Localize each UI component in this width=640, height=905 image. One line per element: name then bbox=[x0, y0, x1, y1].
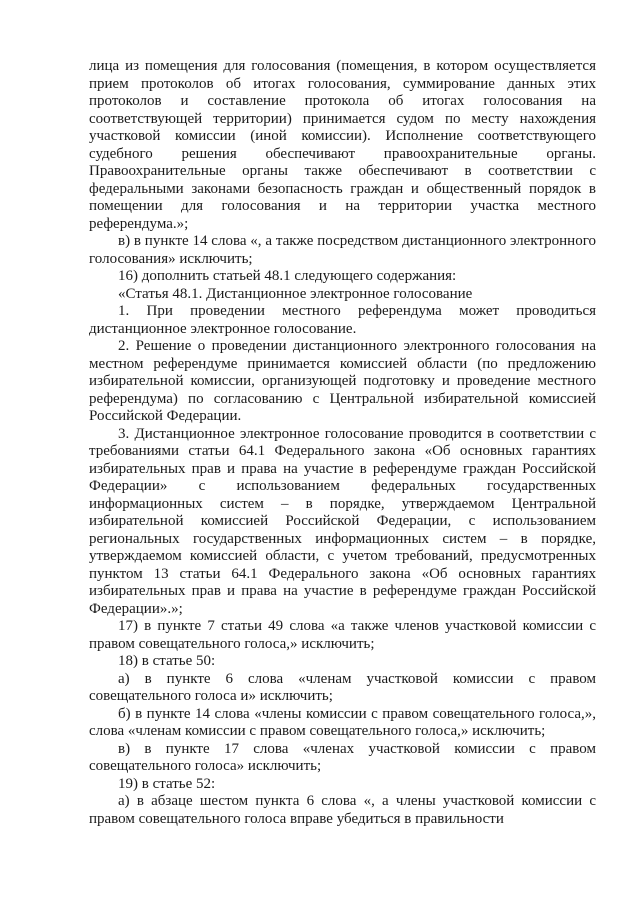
subitem-a: а) в пункте 6 слова «членам участковой комиссии с правом совещательного голоса и» исключить; bbox=[89, 670, 596, 704]
subitem-v: в) в пункте 17 слова «членах участковой комиссии с правом совещательного голоса» исключить; bbox=[89, 740, 596, 774]
paragraph-item-18: 18) в статье 50: bbox=[118, 653, 216, 669]
article-point-1: 1. При проведении местного референдума может проводиться дистанционное электронное голосование. bbox=[89, 303, 596, 337]
paragraph-item-19: 19) в статье 52: bbox=[118, 775, 216, 792]
document-page bbox=[89, 58, 596, 828]
subitem-a-final: а) в абзаце шестом пункта 6 слова «, а члены участковой комиссии с правом совещательного голоса вправе убедиться в правильности bbox=[89, 793, 596, 827]
paragraph-item-v: в) в пункте 14 слова «, а также посредством дистанционного электронного голосования» исключить; bbox=[89, 233, 596, 267]
paragraph-item-17: 17) в пункте 7 статьи 49 слова «а также членов участковой комиссии с правом совещательного голоса,» исключить; bbox=[89, 618, 596, 652]
paragraph-continuation: лица из помещения для голосования (помещения, в котором осуществляется прием протоколов об итогах голосования, суммирование данных этих протоколов и составление протокола об итогах голосования на соответствующей территории) принимается судом по месту нахождения участковой комиссии (иной комиссии). Исполнение соответствующего судебного решения обеспечивают правоохранительные органы. Правоохранительные органы также обеспечивают в соответствии с федеральными законами безопасность граждан и общественный порядок в помещении для голосования и на территории участка местного референдума.»; bbox=[89, 58, 596, 232]
article-point-2: 2. Решение о проведении дистанционного электронного голосования на местном референдуме принимается комиссией области (по предложению избирательной комиссии, организующей подготовку и проведение местного референдума) по согласованию с Центральной избирательной комиссией Российской Федерации. bbox=[89, 338, 596, 424]
paragraph-item-16: 16) дополнить статьей 48.1 следующего содержания: bbox=[118, 268, 457, 284]
article-point-3: 3. Дистанционное электронное голосование проводится в соответствии с требованиями статьи 64.1 Федерального закона «Об основных гарантиях избирательных прав и права на участие в референдуме граждан Российской Федерации» с использованием федеральных государственных информационных систем – в порядке, утверждаемом Центральной избирательной комиссией Российской Федерации, с использованием региональных государственных информационных систем – в порядке, утверждаемом комиссией области, с учетом требований, предусмотренных пунктом 13 статьи 64.1 Федерального закона «Об основных гарантиях избирательных прав и права на участие в референдуме граждан Российской Федерации».»; bbox=[89, 425, 596, 617]
article-heading: «Статья 48.1. Дистанционное электронное голосование bbox=[118, 285, 473, 302]
subitem-b: б) в пункте 14 слова «члены комиссии с правом совещательного голоса,», слова «членам комиссии с правом совещательного голоса,» исключить; bbox=[89, 705, 596, 739]
